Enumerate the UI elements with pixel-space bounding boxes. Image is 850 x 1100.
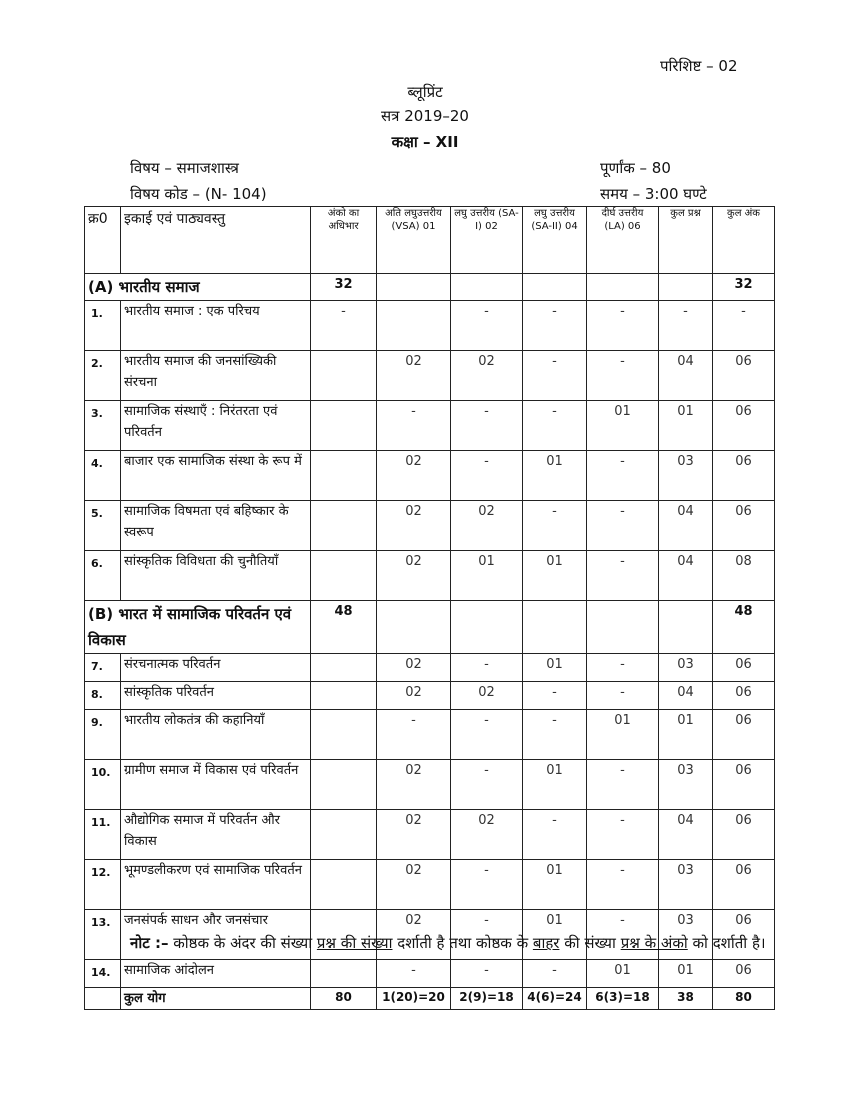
- row-topic: सामाजिक आंदोलन: [121, 960, 311, 988]
- row-vsa: 02: [377, 551, 451, 601]
- row-sa1: 02: [451, 682, 523, 710]
- row-weightage: [311, 710, 377, 760]
- row-total-questions: 03: [659, 860, 713, 910]
- row-number: 5.: [85, 501, 121, 551]
- session-label: सत्र 2019–20: [381, 107, 469, 125]
- header-weightage: अंको का अधिभार: [311, 207, 377, 274]
- row-sa1: 02: [451, 351, 523, 401]
- blueprint-title: ब्लूप्रिंट: [407, 83, 443, 101]
- row-weightage: [311, 654, 377, 682]
- row-vsa: 02: [377, 810, 451, 860]
- note-label: नोट :–: [130, 934, 169, 952]
- total-sa1: 2(9)=18: [451, 988, 523, 1010]
- note-text-4: को दर्शाती है।: [692, 934, 766, 952]
- section-total: 32: [713, 274, 775, 301]
- footnote: [130, 930, 770, 956]
- row-total-questions: -: [659, 301, 713, 351]
- row-la: -: [587, 351, 659, 401]
- row-vsa: [377, 301, 451, 351]
- table-row: [85, 960, 775, 988]
- row-sa2: -: [523, 960, 587, 988]
- total-row: [85, 988, 775, 1010]
- row-weightage: [311, 451, 377, 501]
- row-vsa: 02: [377, 654, 451, 682]
- row-sa2: 01: [523, 451, 587, 501]
- row-vsa: -: [377, 960, 451, 988]
- row-sa1: 02: [451, 810, 523, 860]
- row-sa2: -: [523, 810, 587, 860]
- row-topic: भूमण्डलीकरण एवं सामाजिक परिवर्तन: [121, 860, 311, 910]
- row-la: -: [587, 760, 659, 810]
- row-sa2: -: [523, 401, 587, 451]
- header-unit: इकाई एवं पाठ्यवस्तु: [121, 207, 311, 274]
- row-vsa: 02: [377, 501, 451, 551]
- row-total-marks: 06: [713, 710, 775, 760]
- row-total-marks: 06: [713, 501, 775, 551]
- empty-cell: [587, 601, 659, 654]
- table-row: [85, 860, 775, 910]
- row-number: 14.: [85, 960, 121, 988]
- row-total-questions: 04: [659, 501, 713, 551]
- row-la: 01: [587, 710, 659, 760]
- total-vsa: 1(20)=20: [377, 988, 451, 1010]
- row-sa1: -: [451, 960, 523, 988]
- header-sn: क्र0: [85, 207, 121, 274]
- empty-cell: [587, 274, 659, 301]
- section-title: (A) भारतीय समाज: [85, 274, 311, 301]
- row-total-questions: 04: [659, 551, 713, 601]
- row-topic: सामाजिक विषमता एवं बहिष्कार के स्वरूप: [121, 501, 311, 551]
- row-topic: जनसंपर्क साधन और जनसंचार: [121, 910, 311, 960]
- empty-cell: [377, 274, 451, 301]
- row-sa1: 01: [451, 551, 523, 601]
- row-weightage: [311, 860, 377, 910]
- row-sa2: -: [523, 351, 587, 401]
- note-underline-2: बाहर: [532, 934, 560, 952]
- row-vsa: 02: [377, 682, 451, 710]
- row-la: -: [587, 910, 659, 960]
- table-row: [85, 551, 775, 601]
- row-la: -: [587, 551, 659, 601]
- note-underline-3: प्रश्न के अंको: [620, 934, 688, 952]
- row-weightage: [311, 551, 377, 601]
- row-topic: भारतीय समाज : एक परिचय: [121, 301, 311, 351]
- row-vsa: 02: [377, 760, 451, 810]
- row-total-questions: 01: [659, 401, 713, 451]
- row-total-questions: 01: [659, 960, 713, 988]
- row-la: -: [587, 501, 659, 551]
- row-topic: सांस्कृतिक परिवर्तन: [121, 682, 311, 710]
- row-number: 1.: [85, 301, 121, 351]
- row-vsa: 02: [377, 451, 451, 501]
- row-sa2: 01: [523, 551, 587, 601]
- empty-cell: [659, 274, 713, 301]
- total-marks: 80: [713, 988, 775, 1010]
- table-row: [85, 401, 775, 451]
- row-total-marks: 06: [713, 810, 775, 860]
- class-label: कक्षा – XII: [391, 133, 459, 151]
- row-total-marks: 06: [713, 351, 775, 401]
- header-sa2: लघु उत्तरीय (SA-II) 04: [523, 207, 587, 274]
- note-text-1: कोष्ठक के अंदर की संख्या: [173, 934, 313, 952]
- row-total-marks: 06: [713, 760, 775, 810]
- note-underline-1: प्रश्न की संख्या: [316, 934, 393, 952]
- row-topic: संरचनात्मक परिवर्तन: [121, 654, 311, 682]
- empty-cell: [523, 274, 587, 301]
- row-topic: भारतीय समाज की जनसांख्यिकी संरचना: [121, 351, 311, 401]
- total-empty: [85, 988, 121, 1010]
- subject-label: विषय – समाजशास्त्र: [130, 159, 239, 177]
- row-la: -: [587, 810, 659, 860]
- section-row: [85, 601, 775, 654]
- row-sa1: -: [451, 910, 523, 960]
- row-la: -: [587, 451, 659, 501]
- time-label: समय – 3:00 घण्टे: [600, 185, 707, 203]
- section-title: (B) भारत में सामाजिक परिवर्तन एवं विकास: [85, 601, 311, 654]
- empty-cell: [377, 601, 451, 654]
- header-la: दीर्घ उत्तरीय (LA) 06: [587, 207, 659, 274]
- row-total-questions: 03: [659, 451, 713, 501]
- row-total-marks: 06: [713, 451, 775, 501]
- row-total-marks: 06: [713, 682, 775, 710]
- header-total-questions: कुल प्रश्न: [659, 207, 713, 274]
- row-topic: ग्रामीण समाज में विकास एवं परिवर्तन: [121, 760, 311, 810]
- note-text-2: दर्शाती है तथा कोष्ठक के: [397, 934, 529, 952]
- row-total-marks: 06: [713, 860, 775, 910]
- table-row: [85, 810, 775, 860]
- row-number: 6.: [85, 551, 121, 601]
- table-row: [85, 682, 775, 710]
- row-sa1: -: [451, 710, 523, 760]
- total-sa2: 4(6)=24: [523, 988, 587, 1010]
- row-total-marks: 06: [713, 960, 775, 988]
- row-la: 01: [587, 960, 659, 988]
- row-total-marks: 06: [713, 654, 775, 682]
- row-number: 2.: [85, 351, 121, 401]
- row-weightage: [311, 810, 377, 860]
- table-row: [85, 451, 775, 501]
- header-sa1: लघु उत्तरीय (SA-I) 02: [451, 207, 523, 274]
- table-row: [85, 760, 775, 810]
- row-sa1: -: [451, 301, 523, 351]
- total-questions: 38: [659, 988, 713, 1010]
- row-total-marks: 06: [713, 910, 775, 960]
- row-total-marks: 08: [713, 551, 775, 601]
- table-row: [85, 301, 775, 351]
- row-sa1: 02: [451, 501, 523, 551]
- row-topic: भारतीय लोकतंत्र की कहानियाँ: [121, 710, 311, 760]
- row-number: 12.: [85, 860, 121, 910]
- header-total-marks: कुल अंक: [713, 207, 775, 274]
- row-weightage: [311, 501, 377, 551]
- row-vsa: -: [377, 710, 451, 760]
- row-weightage: -: [311, 301, 377, 351]
- note-text-3: की संख्या: [564, 934, 616, 952]
- row-sa2: 01: [523, 910, 587, 960]
- row-sa1: -: [451, 401, 523, 451]
- row-sa1: -: [451, 760, 523, 810]
- row-sa2: -: [523, 710, 587, 760]
- row-la: -: [587, 682, 659, 710]
- row-weightage: [311, 760, 377, 810]
- full-marks-label: पूर्णांक – 80: [600, 159, 671, 177]
- blueprint-table: [84, 206, 775, 1010]
- row-sa1: -: [451, 654, 523, 682]
- row-number: 10.: [85, 760, 121, 810]
- appendix-label: परिशिष्ट – 02: [660, 57, 738, 75]
- section-row: [85, 274, 775, 301]
- row-total-questions: 04: [659, 810, 713, 860]
- row-number: 9.: [85, 710, 121, 760]
- row-sa2: -: [523, 682, 587, 710]
- row-la: -: [587, 301, 659, 351]
- row-number: 4.: [85, 451, 121, 501]
- section-total: 48: [713, 601, 775, 654]
- row-topic: सांस्कृतिक विविधता की चुनौतियाँ: [121, 551, 311, 601]
- row-sa2: 01: [523, 654, 587, 682]
- table-row: [85, 351, 775, 401]
- row-total-questions: 03: [659, 760, 713, 810]
- row-weightage: [311, 401, 377, 451]
- subject-code-label: विषय कोड – (N- 104): [130, 185, 267, 203]
- empty-cell: [659, 601, 713, 654]
- row-sa2: -: [523, 301, 587, 351]
- row-sa2: -: [523, 501, 587, 551]
- row-total-marks: 06: [713, 401, 775, 451]
- total-la: 6(3)=18: [587, 988, 659, 1010]
- table-header-row: [85, 207, 775, 274]
- header-vsa: अति लघुउत्तरीय (VSA) 01: [377, 207, 451, 274]
- row-number: 8.: [85, 682, 121, 710]
- row-total-questions: 04: [659, 682, 713, 710]
- row-vsa: -: [377, 401, 451, 451]
- row-weightage: [311, 682, 377, 710]
- row-sa2: 01: [523, 860, 587, 910]
- row-vsa: 02: [377, 910, 451, 960]
- table-row: [85, 654, 775, 682]
- row-topic: सामाजिक संस्थाएँ : निरंतरता एवं परिवर्तन: [121, 401, 311, 451]
- empty-cell: [451, 601, 523, 654]
- row-vsa: 02: [377, 351, 451, 401]
- row-total-marks: -: [713, 301, 775, 351]
- total-label: कुल योग: [121, 988, 311, 1010]
- empty-cell: [523, 601, 587, 654]
- row-total-questions: 01: [659, 710, 713, 760]
- row-la: -: [587, 654, 659, 682]
- row-topic: बाजार एक सामाजिक संस्था के रूप में: [121, 451, 311, 501]
- row-number: 7.: [85, 654, 121, 682]
- section-weightage: 32: [311, 274, 377, 301]
- row-vsa: 02: [377, 860, 451, 910]
- row-sa1: -: [451, 451, 523, 501]
- row-total-questions: 03: [659, 910, 713, 960]
- row-sa1: -: [451, 860, 523, 910]
- table-row: [85, 501, 775, 551]
- table-row: [85, 710, 775, 760]
- row-weightage: [311, 351, 377, 401]
- total-weightage: 80: [311, 988, 377, 1010]
- row-topic: औद्योगिक समाज में परिवर्तन और विकास: [121, 810, 311, 860]
- row-la: 01: [587, 401, 659, 451]
- row-number: 13.: [85, 910, 121, 960]
- row-sa2: 01: [523, 760, 587, 810]
- row-weightage: [311, 960, 377, 988]
- section-weightage: 48: [311, 601, 377, 654]
- row-number: 3.: [85, 401, 121, 451]
- row-total-questions: 04: [659, 351, 713, 401]
- row-total-questions: 03: [659, 654, 713, 682]
- row-number: 11.: [85, 810, 121, 860]
- row-la: -: [587, 860, 659, 910]
- empty-cell: [451, 274, 523, 301]
